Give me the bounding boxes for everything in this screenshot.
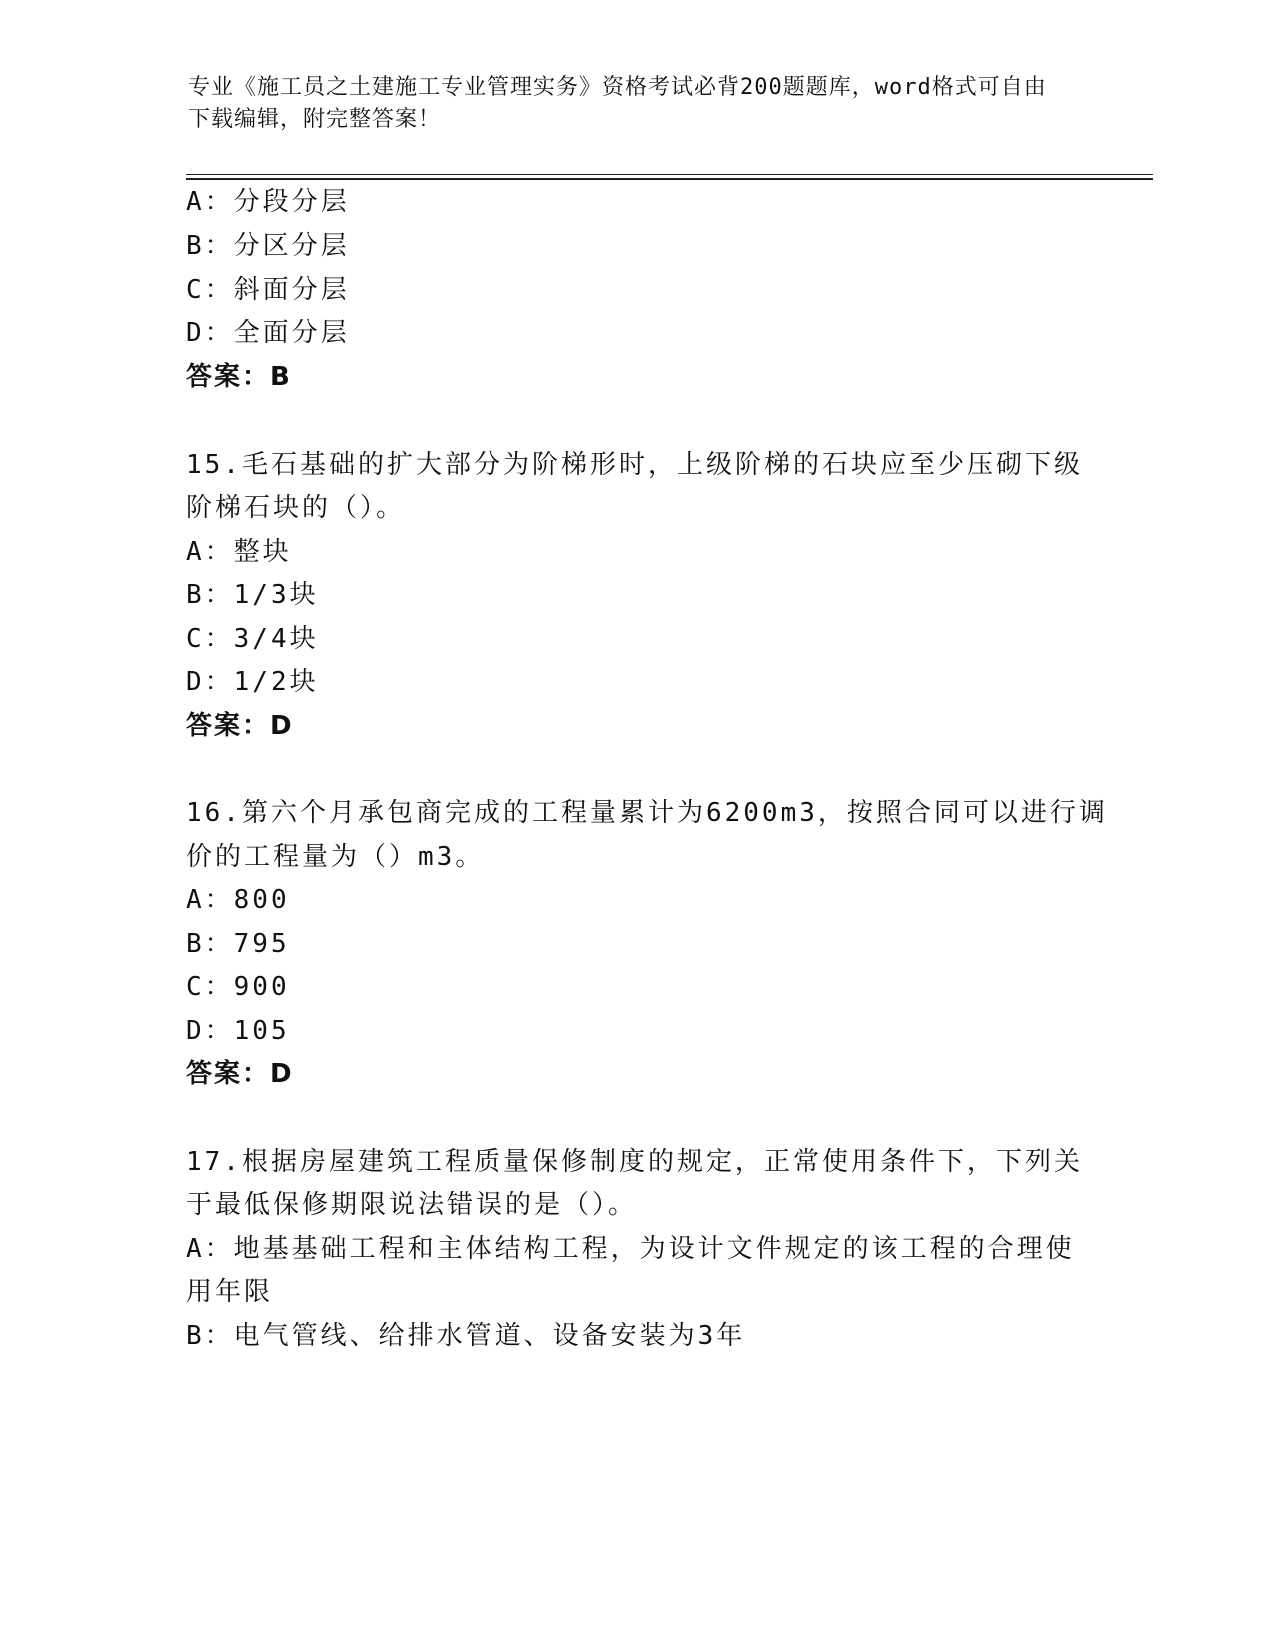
q15-stem-line2: 阶梯石块的（）。 xyxy=(186,493,406,523)
header-divider-thin xyxy=(186,174,1153,175)
q15-option-c: C：3/4块 xyxy=(186,624,319,654)
q15-answer: 答案：D xyxy=(186,711,294,741)
document-header-title: 专业《施工员之土建施工专业管理实务》资格考试必背200题题库，word格式可自由下载编辑，附完整答案！ xyxy=(188,75,1047,132)
q14-answer: 答案：B xyxy=(186,362,292,392)
q15-stem-line1: 15.毛石基础的扩大部分为阶梯形时，上级阶梯的石块应至少压砌下级 xyxy=(186,450,1083,480)
q15-option-d: D：1/2块 xyxy=(186,667,319,697)
q16-stem-line2: 价的工程量为（）m3。 xyxy=(186,842,485,872)
q17-option-a-line2: 用年限 xyxy=(186,1277,274,1307)
q17-stem-line2: 于最低保修期限说法错误的是（）。 xyxy=(186,1190,638,1220)
q16-option-b: B：795 xyxy=(186,929,290,959)
q14-option-c: C：斜面分层 xyxy=(186,275,350,305)
q16-option-a: A：800 xyxy=(186,885,290,915)
header-divider-thick xyxy=(186,178,1153,180)
q15-option-a: A：整块 xyxy=(186,537,292,567)
q14-option-b: B：分区分层 xyxy=(186,231,350,261)
q15-option-b: B：1/3块 xyxy=(186,580,319,610)
q17-stem-line1: 17.根据房屋建筑工程质量保修制度的规定，正常使用条件下，下列关 xyxy=(186,1147,1083,1177)
q16-option-c: C：900 xyxy=(186,972,290,1002)
q14-option-d: D：全面分层 xyxy=(186,318,350,348)
q14-option-a: A：分段分层 xyxy=(186,187,350,217)
q17-option-b: B：电气管线、给排水管道、设备安装为3年 xyxy=(186,1321,746,1351)
q17-option-a-line1: A：地基基础工程和主体结构工程，为设计文件规定的该工程的合理使 xyxy=(186,1234,1075,1264)
q16-stem-line1: 16.第六个月承包商完成的工程量累计为6200m3，按照合同可以进行调 xyxy=(186,798,1108,828)
q16-answer: 答案：D xyxy=(186,1059,294,1089)
q16-option-d: D：105 xyxy=(186,1016,290,1046)
